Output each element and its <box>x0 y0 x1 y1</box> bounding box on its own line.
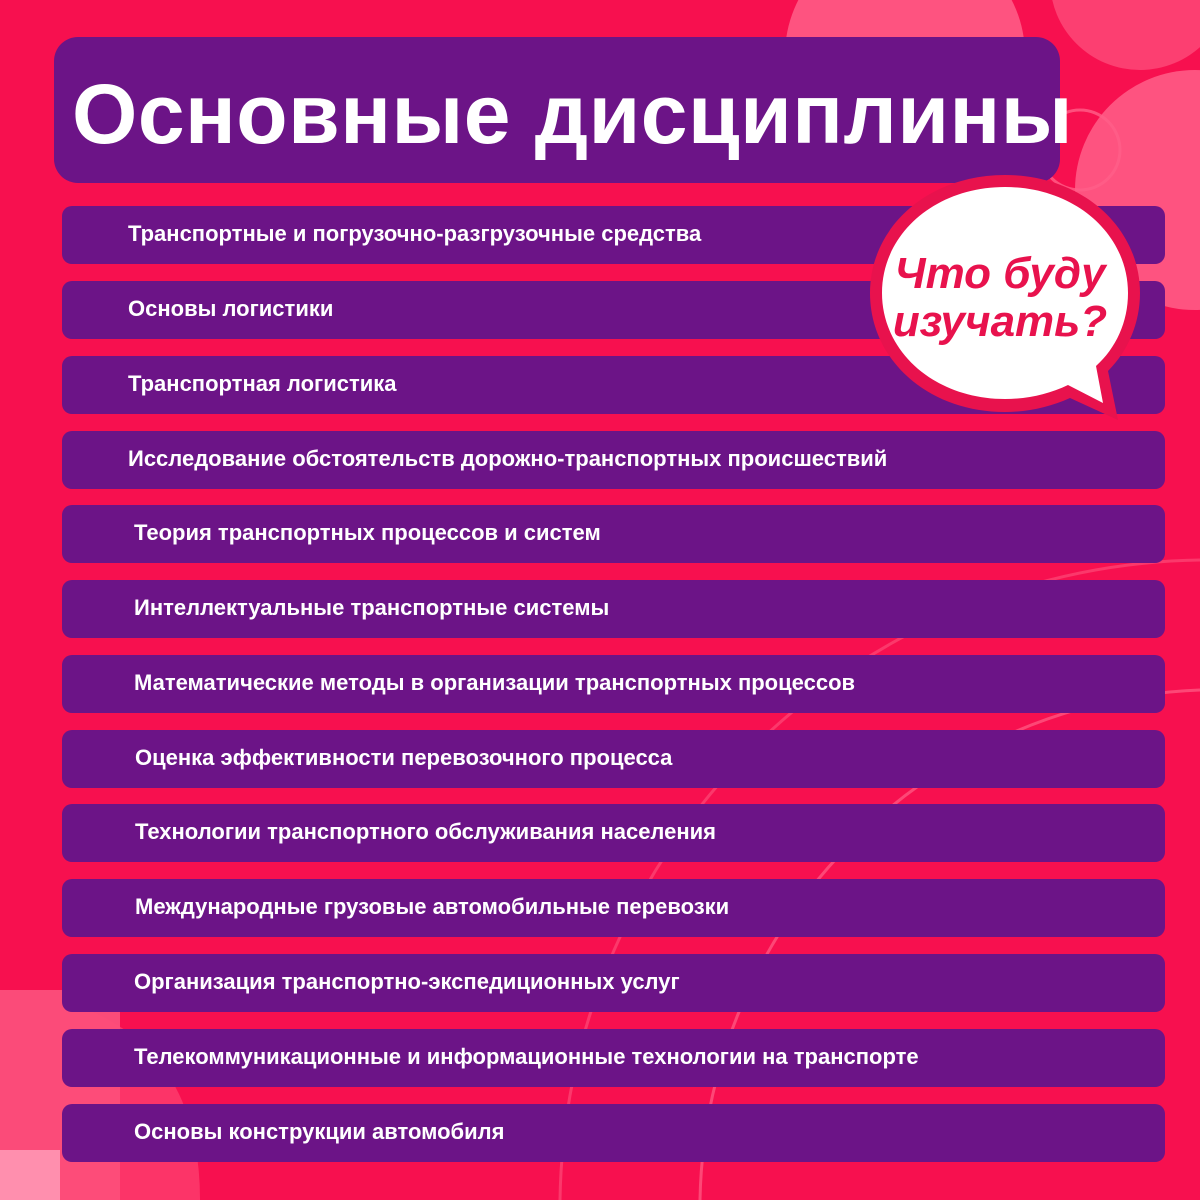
discipline-item <box>62 730 1165 788</box>
discipline-label: Транспортная логистика <box>128 371 397 396</box>
discipline-item <box>62 655 1165 713</box>
page-title: Основные дисциплины <box>72 67 1073 161</box>
discipline-label: Транспортные и погрузочно-разгрузочные средства <box>128 221 702 246</box>
bubble-line-1: Что буду <box>894 249 1106 298</box>
discipline-label: Основы конструкции автомобиля <box>134 1119 505 1144</box>
discipline-item <box>62 804 1165 862</box>
discipline-item <box>62 580 1165 638</box>
discipline-item <box>62 1104 1165 1162</box>
bubble-text <box>885 250 1115 346</box>
discipline-item <box>62 431 1165 489</box>
discipline-label: Международные грузовые автомобильные перевозки <box>135 894 730 919</box>
discipline-label: Оценка эффективности перевозочного процесса <box>135 745 673 770</box>
discipline-item <box>62 1029 1165 1087</box>
discipline-label: Теория транспортных процессов и систем <box>134 520 601 545</box>
bubble-line-2: изучать? <box>892 297 1108 346</box>
discipline-label: Интеллектуальные транспортные системы <box>134 595 610 620</box>
discipline-item <box>62 879 1165 937</box>
discipline-item <box>62 954 1165 1012</box>
discipline-item <box>62 505 1165 563</box>
discipline-label: Технологии транспортного обслуживания населения <box>135 819 717 844</box>
discipline-label: Основы логистики <box>128 296 334 321</box>
discipline-label: Математические методы в организации транспортных процессов <box>134 670 856 695</box>
discipline-label: Исследование обстоятельств дорожно-транспортных происшествий <box>128 446 888 471</box>
discipline-label: Телекоммуникационные и информационные технологии на транспорте <box>134 1044 919 1069</box>
discipline-label: Организация транспортно-экспедиционных услуг <box>134 969 680 994</box>
